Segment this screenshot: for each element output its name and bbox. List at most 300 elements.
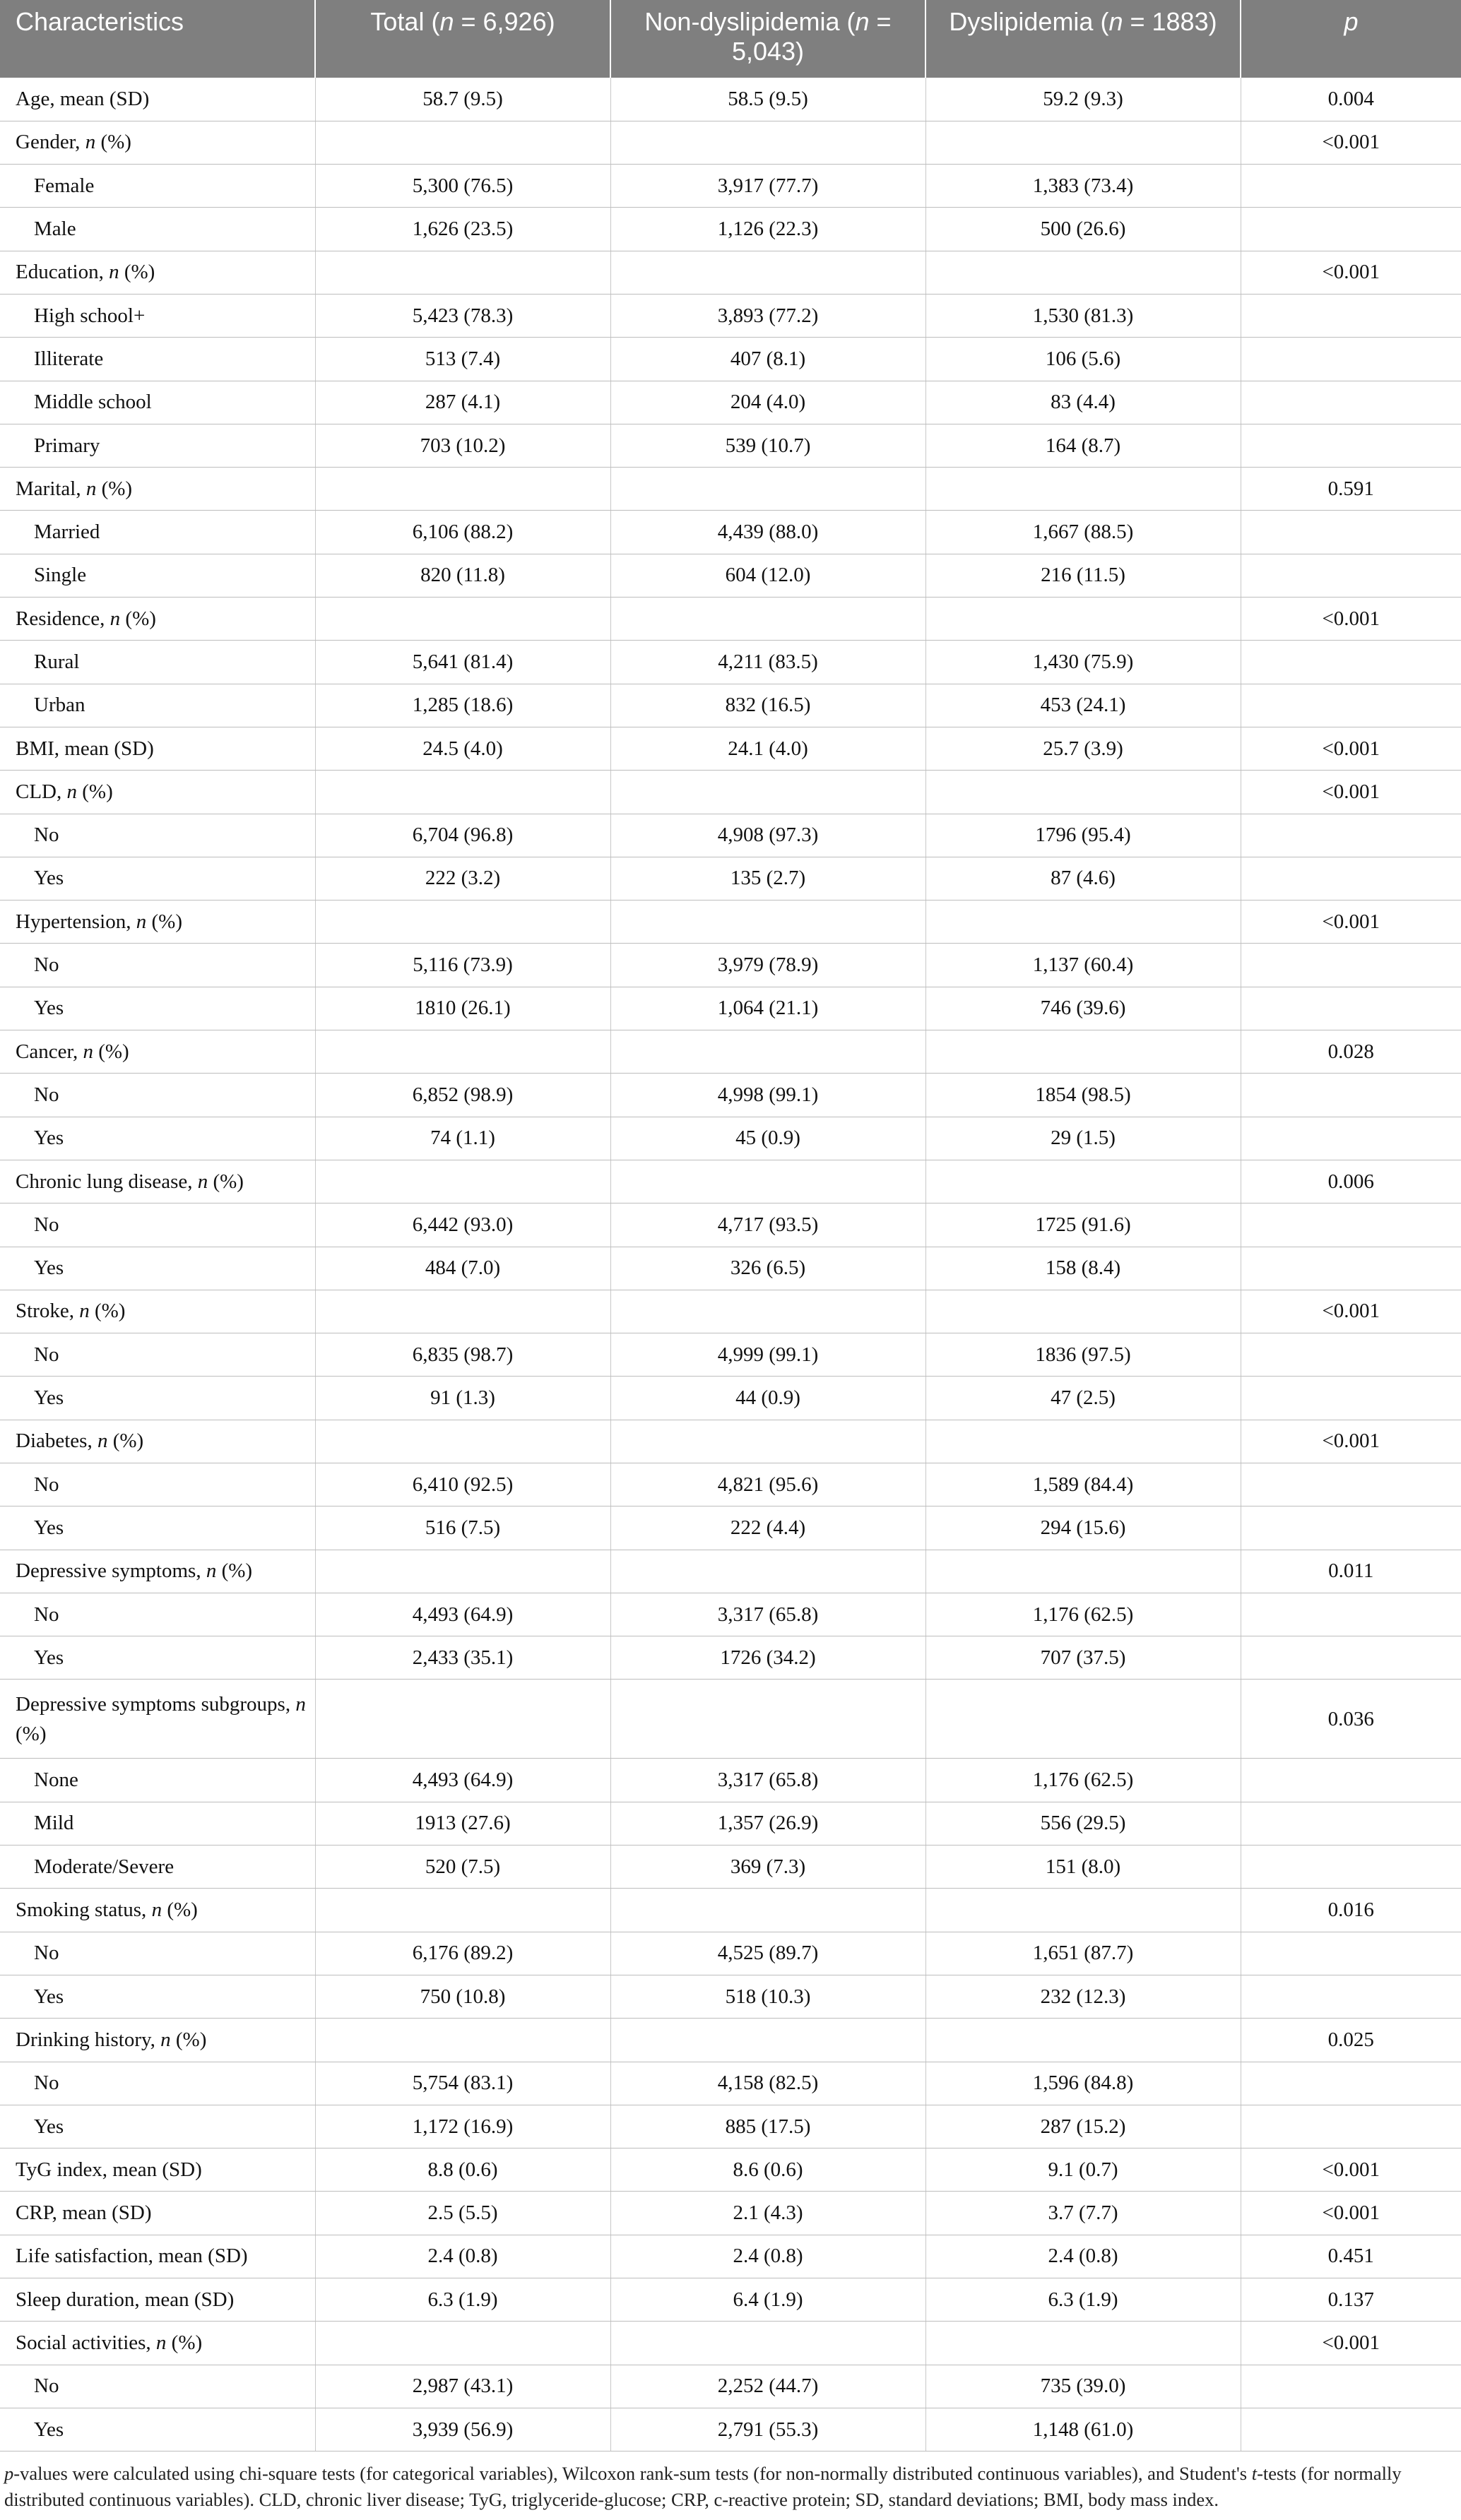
characteristic-label: TyG index, mean (SD): [16, 2158, 202, 2181]
characteristic-n-italic: n: [85, 477, 97, 500]
table-row-variable: [0, 1420, 1461, 1463]
cell-characteristic: [0, 1759, 315, 1802]
cell-characteristic: [0, 1636, 315, 1680]
table-row-subcategory: [0, 1247, 1461, 1290]
cell-characteristic: [0, 121, 315, 164]
characteristic-label: CLD,: [16, 780, 67, 803]
table-row-variable: [0, 1680, 1461, 1759]
table-row-subcategory: [0, 1802, 1461, 1845]
header-dys-prefix: Dyslipidemia (: [949, 7, 1109, 36]
characteristic-label: Yes: [34, 1127, 64, 1150]
cell-p-value: [1241, 165, 1461, 208]
table-row-variable: [0, 598, 1461, 641]
characteristic-label: Moderate/Severe: [34, 1855, 175, 1878]
cell-total: 484 (7.0): [315, 1247, 610, 1290]
table-row-subcategory: [0, 2062, 1461, 2105]
characteristic-label: Cancer,: [16, 1040, 83, 1063]
cell-non-dyslipidemia: [610, 598, 925, 641]
cell-characteristic: [0, 2235, 315, 2278]
cell-dyslipidemia: 1725 (91.6): [925, 1203, 1241, 1247]
cell-p-value: <0.001: [1241, 901, 1461, 944]
characteristic-suffix: (%): [89, 1300, 126, 1323]
cell-total: 222 (3.2): [315, 857, 610, 900]
header-p-text: p: [1344, 7, 1359, 36]
cell-p-value: [1241, 857, 1461, 900]
cell-total: 703 (10.2): [315, 424, 610, 467]
cell-characteristic: [0, 338, 315, 381]
cell-total: 750 (10.8): [315, 1975, 610, 2018]
cell-characteristic: [0, 2148, 315, 2192]
cell-characteristic: [0, 2062, 315, 2105]
characteristic-suffix: (%): [96, 477, 133, 500]
cell-dyslipidemia: [925, 2322, 1241, 2365]
cell-total: 5,116 (73.9): [315, 944, 610, 987]
table-row-variable: [0, 468, 1461, 511]
cell-total: 1,172 (16.9): [315, 2105, 610, 2148]
cell-non-dyslipidemia: 1726 (34.2): [610, 1636, 925, 1680]
characteristic-label: Yes: [34, 997, 64, 1020]
table-row-variable: [0, 121, 1461, 164]
cell-non-dyslipidemia: 885 (17.5): [610, 2105, 925, 2148]
table-row-subcategory: [0, 1759, 1461, 1802]
cell-non-dyslipidemia: [610, 1680, 925, 1759]
characteristic-label: Stroke,: [16, 1300, 80, 1323]
cell-p-value: [1241, 1377, 1461, 1420]
cell-non-dyslipidemia: 3,917 (77.7): [610, 165, 925, 208]
cell-p-value: 0.028: [1241, 1030, 1461, 1074]
characteristic-label: Gender,: [16, 131, 85, 154]
cell-dyslipidemia: [925, 1030, 1241, 1074]
table-row-variable: [0, 1290, 1461, 1333]
table-row-variable: [0, 2019, 1461, 2062]
table-row-subcategory: [0, 381, 1461, 424]
characteristic-label: Yes: [34, 1985, 64, 2008]
cell-non-dyslipidemia: 45 (0.9): [610, 1117, 925, 1160]
cell-dyslipidemia: 9.1 (0.7): [925, 2148, 1241, 2192]
cell-non-dyslipidemia: [610, 771, 925, 814]
characteristic-label: No: [34, 2375, 59, 2398]
characteristic-label: Social activities,: [16, 2331, 156, 2354]
cell-p-value: <0.001: [1241, 598, 1461, 641]
cell-dyslipidemia: 158 (8.4): [925, 1247, 1241, 1290]
cell-characteristic: [0, 2192, 315, 2235]
cell-p-value: 0.036: [1241, 1680, 1461, 1759]
cell-dyslipidemia: 232 (12.3): [925, 1975, 1241, 2018]
cell-non-dyslipidemia: 2.4 (0.8): [610, 2235, 925, 2278]
cell-dyslipidemia: [925, 121, 1241, 164]
cell-characteristic: [0, 2322, 315, 2365]
cell-non-dyslipidemia: 4,998 (99.1): [610, 1074, 925, 1117]
cell-non-dyslipidemia: 326 (6.5): [610, 1247, 925, 1290]
cell-non-dyslipidemia: [610, 468, 925, 511]
header-characteristics-text: Characteristics: [16, 7, 184, 36]
cell-total: 2.5 (5.5): [315, 2192, 610, 2235]
characteristic-label: Smoking status,: [16, 1898, 152, 1922]
characteristic-label: Residence,: [16, 607, 110, 630]
cell-characteristic: [0, 1290, 315, 1333]
cell-p-value: [1241, 1759, 1461, 1802]
cell-non-dyslipidemia: [610, 251, 925, 294]
cell-p-value: [1241, 814, 1461, 857]
characteristic-n-italic: n: [197, 1170, 208, 1193]
cell-non-dyslipidemia: 204 (4.0): [610, 381, 925, 424]
characteristic-n-italic: n: [109, 261, 119, 284]
cell-dyslipidemia: [925, 771, 1241, 814]
cell-characteristic: [0, 1377, 315, 1420]
table-row-variable: [0, 771, 1461, 814]
cell-characteristic: [0, 294, 315, 337]
characteristic-label: No: [34, 1083, 59, 1106]
cell-total: [315, 1420, 610, 1463]
table-row-subcategory: [0, 641, 1461, 684]
table-body: [0, 78, 1461, 2451]
footnote-part1: -values were calculated using chi-square tests (for categorical variables), Wilcoxon rank-sum tests (for non-normally distributed continuous variables), and Student's: [13, 2463, 1252, 2484]
table-row-variable: [0, 251, 1461, 294]
cell-non-dyslipidemia: [610, 1420, 925, 1463]
cell-total: [315, 251, 610, 294]
cell-non-dyslipidemia: 4,158 (82.5): [610, 2062, 925, 2105]
cell-total: 513 (7.4): [315, 338, 610, 381]
table-row-variable: [0, 2235, 1461, 2278]
cell-characteristic: [0, 165, 315, 208]
cell-characteristic: [0, 468, 315, 511]
cell-dyslipidemia: 3.7 (7.7): [925, 2192, 1241, 2235]
characteristic-n-italic: n: [85, 131, 96, 154]
cell-non-dyslipidemia: 369 (7.3): [610, 1846, 925, 1889]
cell-characteristic: [0, 727, 315, 770]
characteristic-label: Rural: [34, 650, 80, 673]
table-row-subcategory: [0, 944, 1461, 987]
cell-dyslipidemia: 1,667 (88.5): [925, 511, 1241, 554]
cell-characteristic: [0, 1802, 315, 1845]
characteristic-suffix: (%): [107, 1430, 144, 1453]
cell-dyslipidemia: 707 (37.5): [925, 1636, 1241, 1680]
table-row-subcategory: [0, 294, 1461, 337]
cell-p-value: [1241, 2105, 1461, 2148]
table-row-variable: [0, 1030, 1461, 1074]
table-row-subcategory: [0, 1636, 1461, 1680]
characteristic-label: Middle school: [34, 391, 152, 414]
characteristic-label: Male: [34, 218, 76, 241]
cell-p-value: 0.451: [1241, 2235, 1461, 2278]
cell-non-dyslipidemia: 2,791 (55.3): [610, 2408, 925, 2451]
characteristic-suffix: (%): [16, 1722, 47, 1745]
table-row-variable: [0, 2148, 1461, 2192]
footnote-t: t: [1251, 2463, 1258, 2484]
cell-characteristic: [0, 1463, 315, 1506]
cell-dyslipidemia: [925, 468, 1241, 511]
cell-p-value: <0.001: [1241, 2148, 1461, 2192]
table-row-subcategory: [0, 857, 1461, 900]
cell-dyslipidemia: 151 (8.0): [925, 1846, 1241, 1889]
table-row-subcategory: [0, 1377, 1461, 1420]
characteristic-label: Drinking history,: [16, 2028, 161, 2051]
header-total: [315, 0, 610, 78]
cell-total: [315, 121, 610, 164]
cell-non-dyslipidemia: 4,908 (97.3): [610, 814, 925, 857]
characteristic-suffix: (%): [146, 910, 182, 933]
characteristic-label: None: [34, 1769, 78, 1792]
cell-characteristic: [0, 2105, 315, 2148]
cell-dyslipidemia: 1796 (95.4): [925, 814, 1241, 857]
characteristic-label: Married: [34, 521, 100, 544]
table-row-variable: [0, 2192, 1461, 2235]
cell-non-dyslipidemia: 4,821 (95.6): [610, 1463, 925, 1506]
header-p-value: [1241, 0, 1461, 78]
cell-dyslipidemia: 1,176 (62.5): [925, 1593, 1241, 1636]
header-non-dyslipidemia: [610, 0, 925, 78]
characteristic-label: Marital,: [16, 477, 86, 500]
characteristic-label: Education,: [16, 261, 110, 284]
cell-characteristic: [0, 1932, 315, 1975]
cell-dyslipidemia: 1,596 (84.8): [925, 2062, 1241, 2105]
cell-p-value: [1241, 294, 1461, 337]
characteristic-label: No: [34, 1603, 59, 1626]
header-dys-n: n: [1108, 7, 1123, 36]
cell-dyslipidemia: 735 (39.0): [925, 2365, 1241, 2408]
cell-p-value: <0.001: [1241, 1290, 1461, 1333]
cell-dyslipidemia: 1,176 (62.5): [925, 1759, 1241, 1802]
cell-total: 6.3 (1.9): [315, 2278, 610, 2322]
cell-p-value: 0.016: [1241, 1889, 1461, 1932]
table-row-subcategory: [0, 1203, 1461, 1247]
characteristic-n-italic: n: [206, 1559, 217, 1583]
cell-p-value: [1241, 1074, 1461, 1117]
cell-characteristic: [0, 1074, 315, 1117]
cell-non-dyslipidemia: 604 (12.0): [610, 554, 925, 597]
characteristic-n-italic: n: [66, 780, 77, 803]
cell-total: [315, 2019, 610, 2062]
characteristic-suffix: (%): [208, 1170, 244, 1193]
header-non-n: n: [855, 7, 870, 36]
cell-dyslipidemia: 1,589 (84.4): [925, 1463, 1241, 1506]
cell-non-dyslipidemia: 135 (2.7): [610, 857, 925, 900]
cell-p-value: 0.004: [1241, 78, 1461, 121]
cell-total: [315, 1160, 610, 1203]
cell-p-value: <0.001: [1241, 121, 1461, 164]
cell-characteristic: [0, 641, 315, 684]
cell-total: 6,704 (96.8): [315, 814, 610, 857]
cell-dyslipidemia: 500 (26.6): [925, 208, 1241, 251]
characteristic-n-italic: n: [136, 910, 147, 933]
characteristic-suffix: (%): [120, 607, 156, 630]
cell-non-dyslipidemia: 24.1 (4.0): [610, 727, 925, 770]
cell-p-value: [1241, 987, 1461, 1030]
cell-characteristic: [0, 987, 315, 1030]
cell-characteristic: [0, 381, 315, 424]
characteristic-suffix: (%): [93, 1040, 129, 1063]
cell-dyslipidemia: 1,137 (60.4): [925, 944, 1241, 987]
cell-non-dyslipidemia: 3,317 (65.8): [610, 1593, 925, 1636]
table-row-subcategory: [0, 1506, 1461, 1550]
cell-total: 6,410 (92.5): [315, 1463, 610, 1506]
cell-total: 4,493 (64.9): [315, 1759, 610, 1802]
cell-p-value: [1241, 1333, 1461, 1377]
cell-characteristic: [0, 684, 315, 727]
cell-p-value: <0.001: [1241, 771, 1461, 814]
header-row: [0, 0, 1461, 78]
characteristic-label: Life satisfaction, mean (SD): [16, 2245, 248, 2268]
cell-non-dyslipidemia: 1,064 (21.1): [610, 987, 925, 1030]
cell-total: 5,423 (78.3): [315, 294, 610, 337]
cell-characteristic: [0, 1889, 315, 1932]
cell-p-value: <0.001: [1241, 727, 1461, 770]
cell-p-value: [1241, 381, 1461, 424]
characteristic-label: Yes: [34, 1386, 64, 1410]
characteristic-label: Hypertension,: [16, 910, 136, 933]
cell-dyslipidemia: [925, 1290, 1241, 1333]
characteristic-label: No: [34, 824, 59, 847]
cell-p-value: <0.001: [1241, 2322, 1461, 2365]
cell-total: [315, 1550, 610, 1593]
cell-total: 6,852 (98.9): [315, 1074, 610, 1117]
cell-total: 8.8 (0.6): [315, 2148, 610, 2192]
characteristic-suffix: (%): [119, 261, 155, 284]
cell-total: 1,285 (18.6): [315, 684, 610, 727]
cell-total: 3,939 (56.9): [315, 2408, 610, 2451]
table-row-variable: [0, 2322, 1461, 2365]
characteristic-label: Yes: [34, 867, 64, 890]
cell-characteristic: [0, 814, 315, 857]
cell-non-dyslipidemia: 2.1 (4.3): [610, 2192, 925, 2235]
cell-dyslipidemia: 1,651 (87.7): [925, 1932, 1241, 1975]
cell-characteristic: [0, 554, 315, 597]
cell-p-value: [1241, 1975, 1461, 2018]
cell-total: 820 (11.8): [315, 554, 610, 597]
cell-total: [315, 468, 610, 511]
cell-total: 2,433 (35.1): [315, 1636, 610, 1680]
cell-total: [315, 598, 610, 641]
cell-p-value: [1241, 1846, 1461, 1889]
characteristic-label: No: [34, 1942, 59, 1965]
cell-p-value: [1241, 1463, 1461, 1506]
cell-dyslipidemia: 6.3 (1.9): [925, 2278, 1241, 2322]
characteristic-suffix: (%): [166, 2331, 203, 2354]
table-row-variable: [0, 901, 1461, 944]
characteristic-label: No: [34, 953, 59, 977]
cell-dyslipidemia: [925, 251, 1241, 294]
characteristic-label: Yes: [34, 1646, 64, 1669]
cell-characteristic: [0, 1593, 315, 1636]
footnote-p: p: [4, 2463, 14, 2484]
table-row-subcategory: [0, 338, 1461, 381]
cell-non-dyslipidemia: 4,525 (89.7): [610, 1932, 925, 1975]
cell-p-value: [1241, 684, 1461, 727]
cell-characteristic: [0, 251, 315, 294]
characteristic-label: No: [34, 1343, 59, 1366]
cell-dyslipidemia: 1854 (98.5): [925, 1074, 1241, 1117]
characteristic-n-italic: n: [295, 1692, 306, 1716]
characteristic-suffix: (%): [162, 1898, 198, 1922]
characteristic-n-italic: n: [110, 607, 121, 630]
characteristic-label: Yes: [34, 1516, 64, 1539]
cell-dyslipidemia: [925, 598, 1241, 641]
cell-total: 24.5 (4.0): [315, 727, 610, 770]
characteristic-label: Mild: [34, 1812, 74, 1835]
cell-dyslipidemia: 1,530 (81.3): [925, 294, 1241, 337]
characteristic-label: No: [34, 1473, 59, 1496]
cell-characteristic: [0, 901, 315, 944]
table-row-variable: [0, 2278, 1461, 2322]
characteristic-suffix: (%): [95, 131, 131, 154]
cell-characteristic: [0, 424, 315, 467]
characteristic-n-italic: n: [83, 1040, 93, 1063]
characteristic-label: Yes: [34, 2418, 64, 2441]
cell-p-value: 0.137: [1241, 2278, 1461, 2322]
cell-characteristic: [0, 1506, 315, 1550]
cell-p-value: [1241, 2408, 1461, 2451]
cell-total: 58.7 (9.5): [315, 78, 610, 121]
characteristic-n-italic: n: [97, 1430, 108, 1453]
cell-total: 6,442 (93.0): [315, 1203, 610, 1247]
cell-non-dyslipidemia: 4,211 (83.5): [610, 641, 925, 684]
cell-non-dyslipidemia: 4,717 (93.5): [610, 1203, 925, 1247]
cell-total: 2,987 (43.1): [315, 2365, 610, 2408]
cell-characteristic: [0, 2019, 315, 2062]
cell-p-value: [1241, 1636, 1461, 1680]
table-row-subcategory: [0, 511, 1461, 554]
characteristic-label: Urban: [34, 694, 85, 717]
cell-non-dyslipidemia: 407 (8.1): [610, 338, 925, 381]
cell-characteristic: [0, 1333, 315, 1377]
cell-p-value: [1241, 1247, 1461, 1290]
cell-dyslipidemia: 106 (5.6): [925, 338, 1241, 381]
cell-non-dyslipidemia: [610, 1030, 925, 1074]
cell-dyslipidemia: 1,383 (73.4): [925, 165, 1241, 208]
cell-total: 6,106 (88.2): [315, 511, 610, 554]
cell-non-dyslipidemia: 44 (0.9): [610, 1377, 925, 1420]
cell-total: 1,626 (23.5): [315, 208, 610, 251]
cell-dyslipidemia: [925, 1420, 1241, 1463]
cell-non-dyslipidemia: 3,979 (78.9): [610, 944, 925, 987]
cell-non-dyslipidemia: 539 (10.7): [610, 424, 925, 467]
characteristic-label: Depressive symptoms,: [16, 1559, 206, 1583]
cell-dyslipidemia: 25.7 (3.9): [925, 727, 1241, 770]
table-row-subcategory: [0, 208, 1461, 251]
cell-dyslipidemia: 1836 (97.5): [925, 1333, 1241, 1377]
table-row-variable: [0, 1550, 1461, 1593]
cell-non-dyslipidemia: 4,999 (99.1): [610, 1333, 925, 1377]
cell-non-dyslipidemia: 3,893 (77.2): [610, 294, 925, 337]
header-characteristics: [0, 0, 315, 78]
cell-p-value: [1241, 1203, 1461, 1247]
cell-total: 74 (1.1): [315, 1117, 610, 1160]
cell-total: 6,176 (89.2): [315, 1932, 610, 1975]
characteristic-label: Chronic lung disease,: [16, 1170, 198, 1193]
cell-non-dyslipidemia: [610, 1550, 925, 1593]
cell-dyslipidemia: 47 (2.5): [925, 1377, 1241, 1420]
characteristic-label: Age, mean (SD): [16, 87, 150, 110]
cell-dyslipidemia: 556 (29.5): [925, 1802, 1241, 1845]
table-row-subcategory: [0, 2408, 1461, 2451]
characteristic-n-italic: n: [160, 2028, 171, 2051]
table-row-subcategory: [0, 1117, 1461, 1160]
header-non-prefix: Non-dyslipidemia (: [644, 7, 856, 36]
cell-p-value: [1241, 424, 1461, 467]
cell-p-value: [1241, 2062, 1461, 2105]
cell-p-value: <0.001: [1241, 2192, 1461, 2235]
cell-dyslipidemia: 287 (15.2): [925, 2105, 1241, 2148]
cell-non-dyslipidemia: 1,126 (22.3): [610, 208, 925, 251]
cell-total: [315, 2322, 610, 2365]
cell-p-value: 0.006: [1241, 1160, 1461, 1203]
cell-dyslipidemia: [925, 2019, 1241, 2062]
table-row-subcategory: [0, 424, 1461, 467]
cell-p-value: [1241, 1932, 1461, 1975]
header-total-prefix: Total (: [370, 7, 440, 36]
cell-dyslipidemia: 164 (8.7): [925, 424, 1241, 467]
cell-characteristic: [0, 1420, 315, 1463]
